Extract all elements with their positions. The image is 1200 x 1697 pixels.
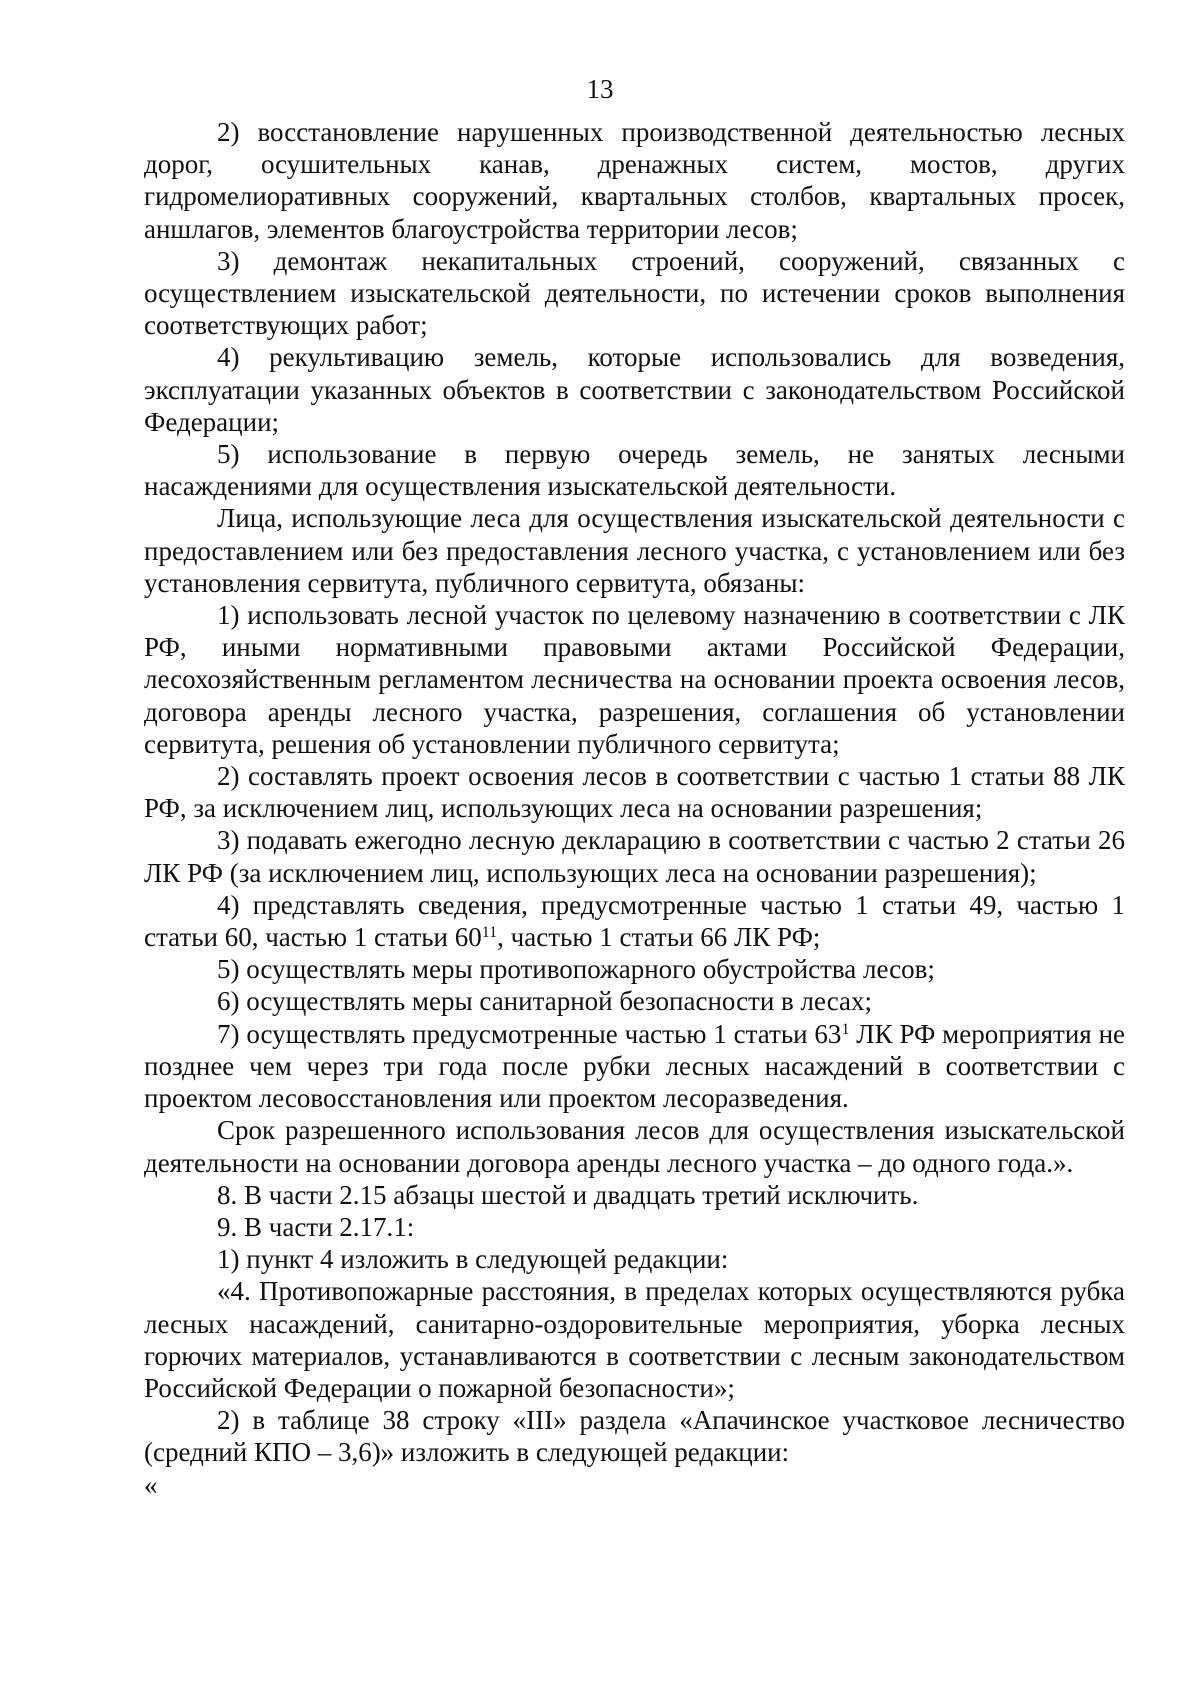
paragraph-obligation-7 (144, 1018, 1125, 1115)
paragraph-term: Срок разрешенного использования лесов для осуществления изыскательской деятельности на основании договора аренды лесного участка – до одного года.». (144, 1115, 1125, 1178)
paragraph-clause-8: 8. В части 2.15 абзацы шестой и двадцать третий исключить. (217, 1179, 919, 1210)
paragraph-clause-9-item-2: 2) в таблице 38 строку «III» раздела «Апачинское участковое лесничество (средний КПО – 3,6)» изложить в следующей редакции: (144, 1405, 1125, 1468)
paragraph-obligations-intro: Лица, использующие леса для осуществления изыскательской деятельности с предоставлением или без предоставления лесного участка, с установлением или без установления сервитута, публичного сервитута, обязаны: (144, 503, 1125, 598)
paragraph-item-3: 3) демонтаж некапитальных строений, сооружений, связанных с осуществлением изыскательской деятельности, по истечении сроков выполнения соответствующих работ; (144, 245, 1125, 341)
superscript-reference: 1 (841, 1020, 850, 1038)
document-body (144, 116, 1125, 1501)
page-number: 13 (586, 74, 614, 104)
paragraph-obligation-2: 2) составлять проект освоения лесов в соответствии с частью 1 статьи 88 ЛК РФ, за исключением лиц, использующих леса на основании разрешения; (144, 761, 1125, 824)
paragraph-text: ЛК РФ мероприятия не позднее чем через три года после рубки лесных насаждений в соответствии с проектом лесовосстановления или проектом лесоразведения. (144, 1018, 1126, 1114)
paragraph-obligation-5: 5) осуществлять меры противопожарного обустройства лесов; (217, 954, 935, 985)
paragraph-item-2: 2) восстановление нарушенных производственной деятельностью лесных дорог, осушительных канав, дренажных систем, мостов, других гидромелиоративных сооружений, квартальных столбов, квартальных просек, аншлагов, элементов благоустройства территории лесов; (144, 117, 1125, 244)
paragraph-item-4: 4) рекультивацию земель, которые использовались для возведения, эксплуатации указанных объектов в соответствии с законодательством Российской Федерации; (144, 342, 1125, 437)
paragraph-clause-9-item-1: 1) пункт 4 изложить в следующей редакции: (217, 1244, 729, 1275)
paragraph-obligation-3: 3) подавать ежегодно лесную декларацию в соответствии с частью 2 статьи 26 ЛК РФ (за исключением лиц, использующих леса на основании разрешения); (144, 825, 1125, 888)
paragraph-text: , частью 1 статьи 66 ЛК РФ; (497, 922, 821, 953)
paragraph-text: 4) представлять сведения, предусмотренные частью 1 статьи 49, частью 1 статьи 60, частью 1 статьи 60 (144, 889, 1125, 953)
paragraph-clause-9: 9. В части 2.17.1: (217, 1211, 415, 1242)
paragraph-quoted-item-4: «4. Противопожарные расстояния, в пределах которых осуществляются рубка лесных насаждений, санитарно-оздоровительные мероприятия, уборка лесных горючих материалов, устанавливаются в соответствии с лесным законодательством Российской Федерации о пожарной безопасности»; (144, 1276, 1125, 1403)
trailing-quote-mark: « (144, 1469, 158, 1500)
paragraph-obligation-1: 1) использовать лесной участок по целевому назначению в соответствии с ЛК РФ, иными нормативными правовыми актами Российской Федерации, лесохозяйственным регламентом лесничества на основании проекта освоения лесов, договора аренды лесного участка, разрешения, соглашения об установлении сервитута, решения об установлении публичного сервитута; (144, 600, 1125, 759)
superscript-reference: 11 (481, 924, 498, 942)
paragraph-item-5: 5) использование в первую очередь земель, не занятых лесными насаждениями для осуществления изыскательской деятельности. (144, 439, 1125, 502)
paragraph-text: 7) осуществлять предусмотренные частью 1 статьи 63 (217, 1018, 842, 1049)
paragraph-obligation-6: 6) осуществлять меры санитарной безопасности в лесах; (217, 986, 872, 1017)
paragraph-obligation-4 (144, 889, 1125, 953)
